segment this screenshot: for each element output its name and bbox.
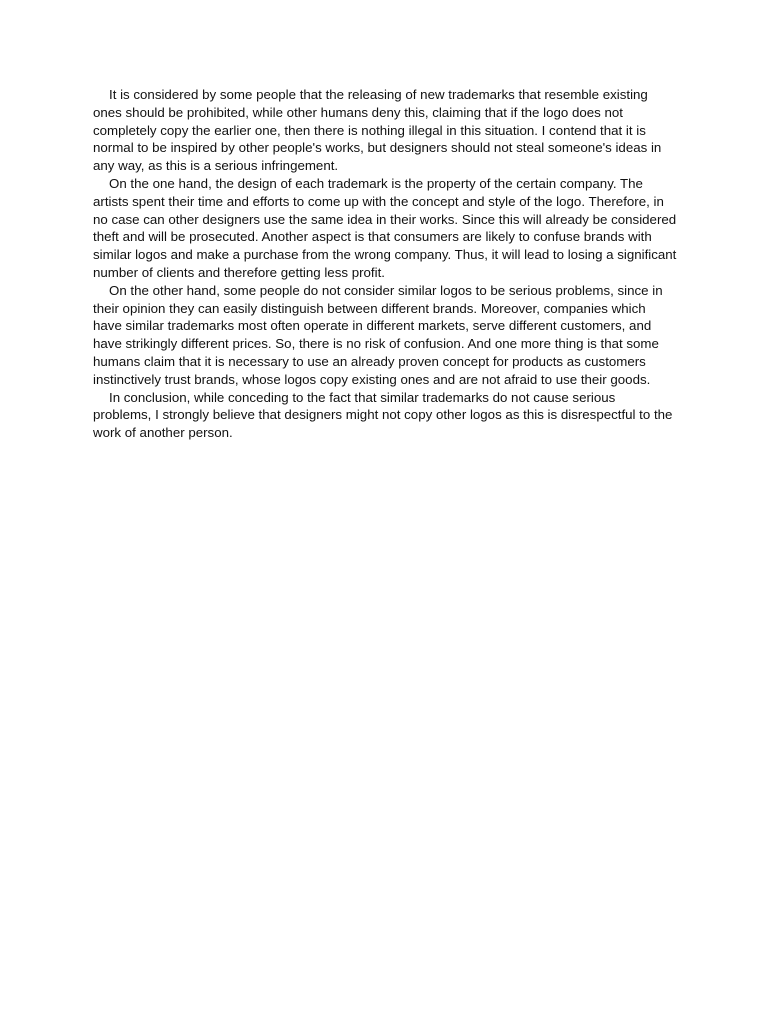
- paragraph-second-argument: On the other hand, some people do not consider similar logos to be serious problems, since in their opinion they can easily distinguish between different brands. Moreover, companies which have similar trademarks most often operate in different markets, serve different customers, and have strikingly different prices. So, there is no risk of confusion. And one more thing is that some humans claim that it is necessary to use an already proven concept for products as customers instinctively trust brands, whose logos copy existing ones and are not afraid to use their goods.: [93, 282, 663, 387]
- paragraph-introduction: It is considered by some people that the releasing of new trademarks that resemble existing ones should be prohibited, while other humans deny this, claiming that if the logo does not completely copy the earlier one, then there is nothing illegal in this situation. I contend that it is normal to be inspired by other people's works, but designers should not steal someone's ideas in any way, as this is a serious infringement.: [93, 87, 662, 174]
- essay-text: [93, 86, 677, 442]
- paragraph-first-argument: On the one hand, the design of each trademark is the property of the certain company. The artists spent their time and efforts to come up with the concept and style of the logo. Therefore, in no case can other designers use the same idea in their works. Since this will already be considered theft and will be prosecuted. Another aspect is that consumers are likely to confuse brands with similar logos and make a purchase from the wrong company. Thus, it will lead to losing a significant number of clients and therefore getting less profit.: [93, 175, 677, 280]
- paragraph-conclusion: In conclusion, while conceding to the fact that similar trademarks do not cause serious problems, I strongly believe that designers might not copy other logos as this is disrespectful to the work of another person.: [93, 389, 673, 441]
